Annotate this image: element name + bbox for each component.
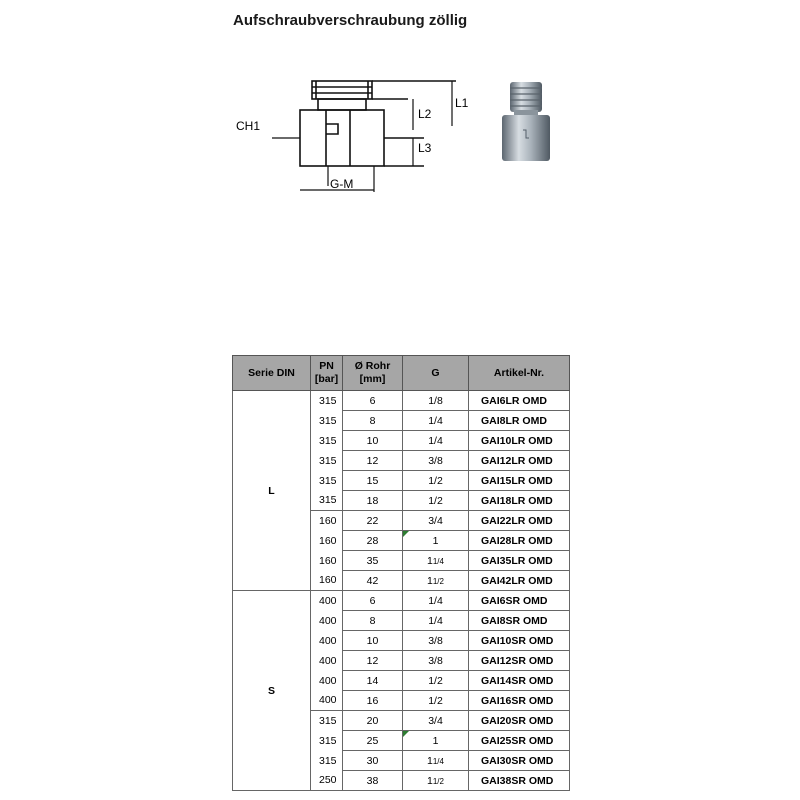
table-header-row <box>233 356 570 391</box>
artikel-cell: GAI22LR OMD <box>469 511 570 531</box>
header-serie: Serie DIN <box>233 356 311 391</box>
pn-cell: 315 <box>311 751 343 771</box>
artikel-cell: GAI42LR OMD <box>469 571 570 591</box>
g-whole: 1 <box>427 574 433 587</box>
artikel-cell: GAI30SR OMD <box>469 751 570 771</box>
g-fraction: 3/4 <box>428 714 443 727</box>
artikel-cell: GAI10LR OMD <box>469 431 570 451</box>
pn-cell: 315 <box>311 491 343 511</box>
rohr-cell: 6 <box>343 391 403 411</box>
artikel-cell: GAI35LR OMD <box>469 551 570 571</box>
g-cell <box>403 611 469 631</box>
header-rohr-line1: Ø Rohr <box>354 360 391 372</box>
table-body <box>233 391 570 791</box>
pn-cell: 400 <box>311 691 343 711</box>
header-rohr <box>343 356 403 391</box>
pn-cell: 400 <box>311 631 343 651</box>
pn-cell: 160 <box>311 511 343 531</box>
rohr-cell: 12 <box>343 651 403 671</box>
comment-marker-icon <box>403 731 409 737</box>
g-fraction: 3/4 <box>428 514 443 527</box>
pn-cell: 400 <box>311 611 343 631</box>
label-ch1: CH1 <box>236 119 261 133</box>
page-title: Aufschraubverschraubung zöllig <box>233 12 468 29</box>
g-cell <box>403 731 469 751</box>
g-cell <box>403 751 469 771</box>
artikel-cell: GAI16SR OMD <box>469 691 570 711</box>
g-whole: 1 <box>427 774 433 787</box>
g-cell <box>403 591 469 611</box>
label-l3: L3 <box>418 141 432 155</box>
rohr-cell: 12 <box>343 451 403 471</box>
rohr-cell: 16 <box>343 691 403 711</box>
g-cell <box>403 531 469 551</box>
g-fraction: 3/8 <box>428 454 443 467</box>
g-fraction: 3/8 <box>428 634 443 647</box>
g-cell <box>403 771 469 791</box>
artikel-cell: GAI6LR OMD <box>469 391 570 411</box>
g-fraction: 1/4 <box>428 614 443 627</box>
pn-cell: 160 <box>311 531 343 551</box>
artikel-cell: GAI8LR OMD <box>469 411 570 431</box>
rohr-cell: 15 <box>343 471 403 491</box>
fitting-photo <box>496 78 552 168</box>
g-cell <box>403 431 469 451</box>
g-fraction: 1/8 <box>428 394 443 407</box>
g-cell <box>403 651 469 671</box>
g-whole: 1 <box>432 534 439 547</box>
serie-cell: S <box>233 591 311 791</box>
rohr-cell: 25 <box>343 731 403 751</box>
pn-cell: 315 <box>311 451 343 471</box>
artikel-cell: GAI6SR OMD <box>469 591 570 611</box>
rohr-cell: 10 <box>343 431 403 451</box>
pn-cell: 315 <box>311 431 343 451</box>
label-gm: G-M <box>330 177 354 191</box>
header-pn-line1: PN <box>319 360 334 372</box>
rohr-cell: 42 <box>343 571 403 591</box>
g-fraction: 1/4 <box>432 756 444 766</box>
artikel-cell: GAI25SR OMD <box>469 731 570 751</box>
g-fraction: 1/4 <box>432 556 444 566</box>
artikel-cell: GAI10SR OMD <box>469 631 570 651</box>
header-g: G <box>403 356 469 391</box>
pn-cell: 400 <box>311 671 343 691</box>
rohr-cell: 35 <box>343 551 403 571</box>
g-whole: 1 <box>432 734 439 747</box>
artikel-cell: GAI15LR OMD <box>469 471 570 491</box>
g-cell <box>403 411 469 431</box>
g-cell <box>403 691 469 711</box>
header-rohr-line2: [mm] <box>359 373 386 385</box>
g-cell <box>403 551 469 571</box>
pn-cell: 400 <box>311 651 343 671</box>
g-cell <box>403 451 469 471</box>
g-fraction: 1/2 <box>432 776 444 786</box>
g-cell <box>403 671 469 691</box>
rohr-cell: 14 <box>343 671 403 691</box>
rohr-cell: 10 <box>343 631 403 651</box>
g-cell <box>403 511 469 531</box>
g-cell <box>403 711 469 731</box>
artikel-cell: GAI38SR OMD <box>469 771 570 791</box>
artikel-cell: GAI20SR OMD <box>469 711 570 731</box>
pn-cell: 315 <box>311 411 343 431</box>
g-whole: 1 <box>427 554 433 567</box>
label-l2: L2 <box>418 107 432 121</box>
g-cell <box>403 391 469 411</box>
label-l1: L1 <box>455 96 469 110</box>
header-artikel: Artikel-Nr. <box>469 356 570 391</box>
rohr-cell: 6 <box>343 591 403 611</box>
rohr-cell: 30 <box>343 751 403 771</box>
pn-cell: 160 <box>311 571 343 591</box>
artikel-cell: GAI18LR OMD <box>469 491 570 511</box>
g-cell <box>403 571 469 591</box>
g-fraction: 1/4 <box>428 434 443 447</box>
pn-cell: 315 <box>311 711 343 731</box>
pn-cell: 315 <box>311 391 343 411</box>
rohr-cell: 22 <box>343 511 403 531</box>
pn-cell: 160 <box>311 551 343 571</box>
pn-cell: 315 <box>311 731 343 751</box>
header-pn <box>311 356 343 391</box>
artikel-cell: GAI14SR OMD <box>469 671 570 691</box>
table-row <box>233 391 570 411</box>
table-row <box>233 591 570 611</box>
rohr-cell: 8 <box>343 611 403 631</box>
g-fraction: 1/2 <box>432 576 444 586</box>
artikel-cell: GAI28LR OMD <box>469 531 570 551</box>
rohr-cell: 20 <box>343 711 403 731</box>
pn-cell: 400 <box>311 591 343 611</box>
pn-cell: 250 <box>311 771 343 791</box>
artikel-cell: GAI12LR OMD <box>469 451 570 471</box>
artikel-cell: GAI12SR OMD <box>469 651 570 671</box>
rohr-cell: 18 <box>343 491 403 511</box>
g-fraction: 1/2 <box>428 674 443 687</box>
rohr-cell: 8 <box>343 411 403 431</box>
g-cell <box>403 471 469 491</box>
g-cell <box>403 631 469 651</box>
g-whole: 1 <box>427 754 433 767</box>
rohr-cell: 28 <box>343 531 403 551</box>
comment-marker-icon <box>403 531 409 537</box>
rohr-cell: 38 <box>343 771 403 791</box>
g-fraction: 1/2 <box>428 694 443 707</box>
g-fraction: 1/4 <box>428 414 443 427</box>
technical-drawing <box>230 60 480 205</box>
g-cell <box>403 491 469 511</box>
g-fraction: 1/2 <box>428 474 443 487</box>
pn-cell: 315 <box>311 471 343 491</box>
g-fraction: 1/4 <box>428 594 443 607</box>
g-fraction: 1/2 <box>428 494 443 507</box>
serie-cell: L <box>233 391 311 591</box>
header-pn-line2: [bar] <box>314 373 339 385</box>
g-fraction: 3/8 <box>428 654 443 667</box>
artikel-cell: GAI8SR OMD <box>469 611 570 631</box>
product-table <box>232 355 570 791</box>
